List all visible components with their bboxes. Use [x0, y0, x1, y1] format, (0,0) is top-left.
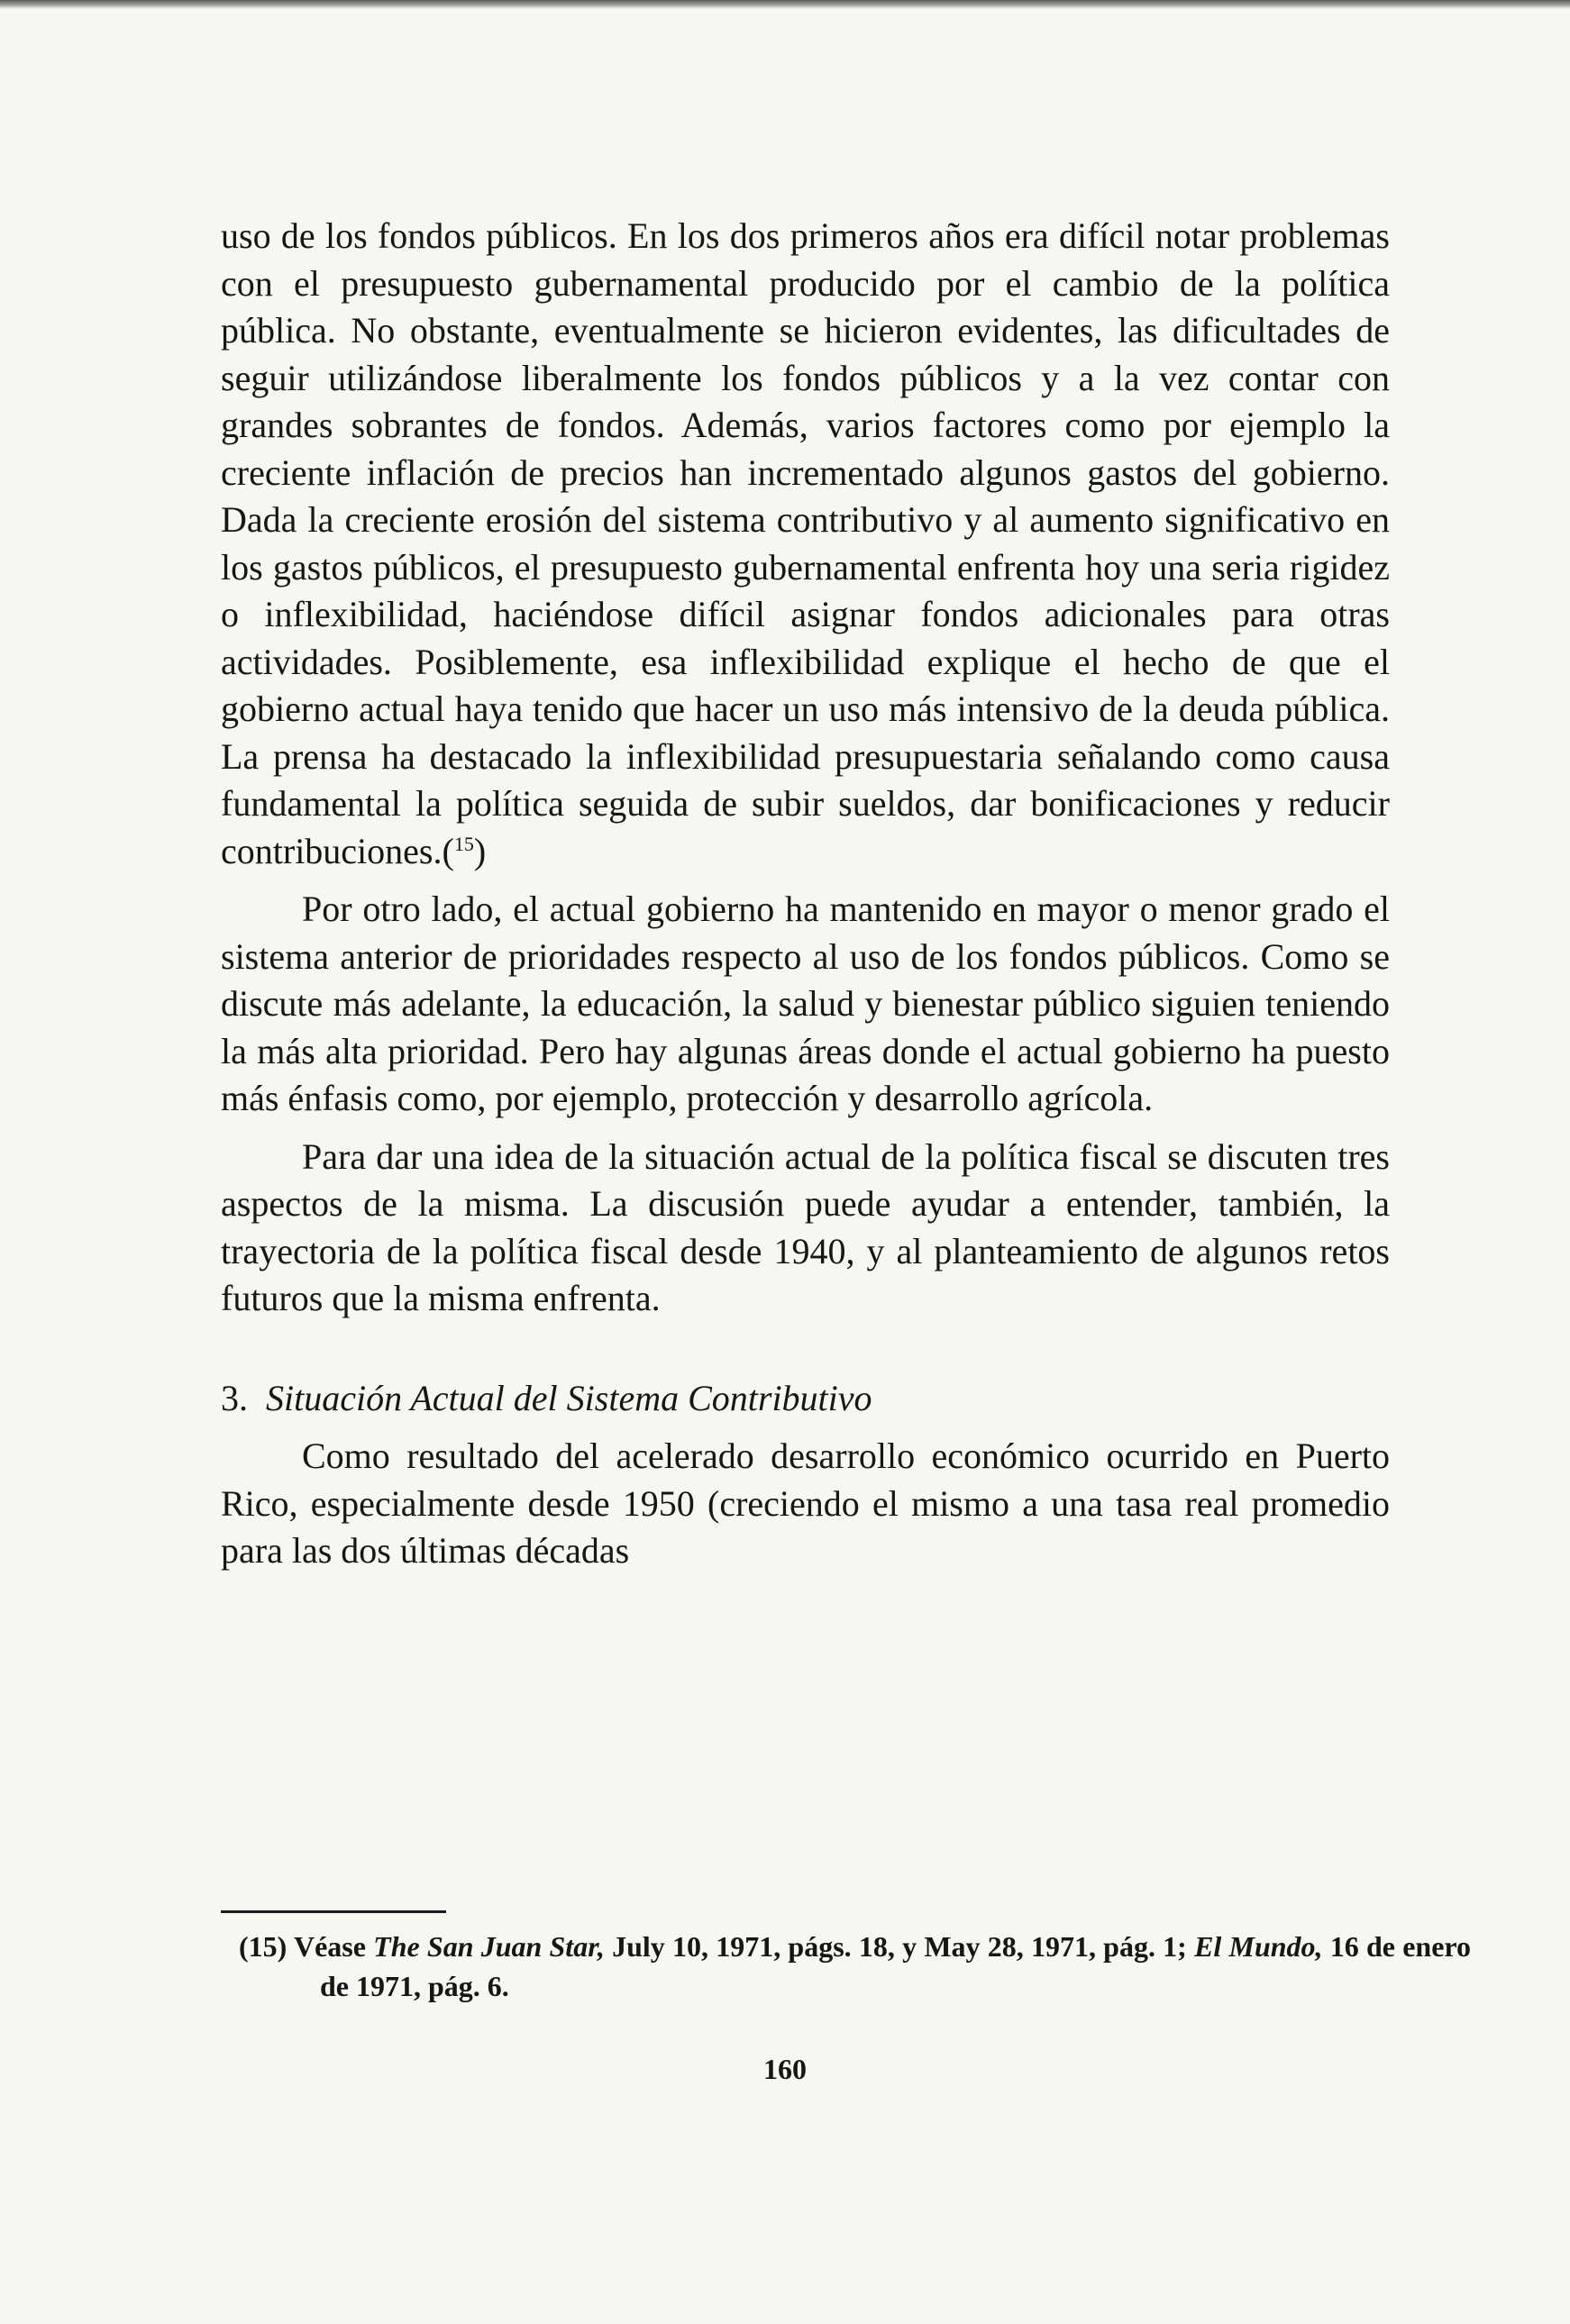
- page-number: 160: [763, 2053, 807, 2085]
- footnote-text-b: July 10, 1971, págs. 18, y May 28, 1971, pág. 1;: [612, 1930, 1187, 1963]
- footnote-text-a: Véase: [293, 1930, 366, 1963]
- body-text: [221, 213, 1390, 1575]
- footnote-text-c: 16 de enero de 1971, pág. 6.: [320, 1930, 1472, 2002]
- paragraph-1-text: uso de los fondos públicos. En los dos primeros años era difícil notar problemas con el presupuesto gubernamental producido por el cambio de la política pública. No obstante, eventualmente se hicieron evidentes, las dificultades de seguir utilizándose liberalmente los fondos públicos y a la vez contar con grandes sobrantes de fondos. Además, varios factores como por ejemplo la creciente inflación de precios han incrementado algunos gastos del gobierno. Dada la creciente erosión del sistema contributivo y al aumento significativo en los gastos públicos, el presupuesto gubernamental enfrenta hoy una seria rigidez o inflexibilidad, haciéndose difícil asignar fondos adicionales para otras actividades. Posiblemente, esa inflexibilidad explique el hecho de que el gobierno actual haya tenido que hacer un uso más intensivo de la deuda pública. La prensa ha destacado la inflexibilidad presupuestaria señalando como causa fundamental la política seguida de subir sueldos, dar bonificaciones y reducir contribuciones.(: [221, 215, 1390, 871]
- page-top-edge: [0, 0, 1570, 9]
- paragraph-2: Por otro lado, el actual gobierno ha mantenido en mayor o menor grado el sistema anterior de prioridades respecto al uso de los fondos públicos. Como se discute más adelante, la educación, la salud y bienestar público siguien teniendo la más alta prioridad. Pero hay algunas áreas donde el actual gobierno ha puesto más énfasis como, por ejemplo, protección y desarrollo agrícola.: [221, 889, 1390, 1118]
- paragraph-4: Como resultado del acelerado desarrollo económico ocurrido en Puerto Rico, especialmente desde 1950 (creciendo el mismo a una tasa real promedio para las dos últimas décadas: [221, 1435, 1390, 1571]
- footnote-divider: [221, 1910, 446, 1913]
- footnote-marker: (15): [239, 1930, 288, 1963]
- paragraph-1: [221, 213, 1390, 875]
- section-number: 3.: [221, 1377, 248, 1418]
- footnote-reference: 15: [453, 832, 474, 855]
- footnote-source-2: El Mundo,: [1194, 1930, 1323, 1963]
- paragraph-3: Para dar una idea de la situación actual de la política fiscal se discuten tres aspectos de la misma. La discusión puede ayudar a entender, también, la trayectoria de la política fiscal desde 1940, y al planteamiento de algunos retos futuros que la misma enfrenta.: [221, 1135, 1390, 1318]
- paragraph-1-close: ): [473, 830, 487, 871]
- footnote: [239, 1927, 1471, 2006]
- footnote-source-1: The San Juan Star,: [373, 1930, 605, 1963]
- section-title: Situación Actual del Sistema Contributivo: [266, 1377, 872, 1418]
- section-heading: [221, 1375, 1390, 1423]
